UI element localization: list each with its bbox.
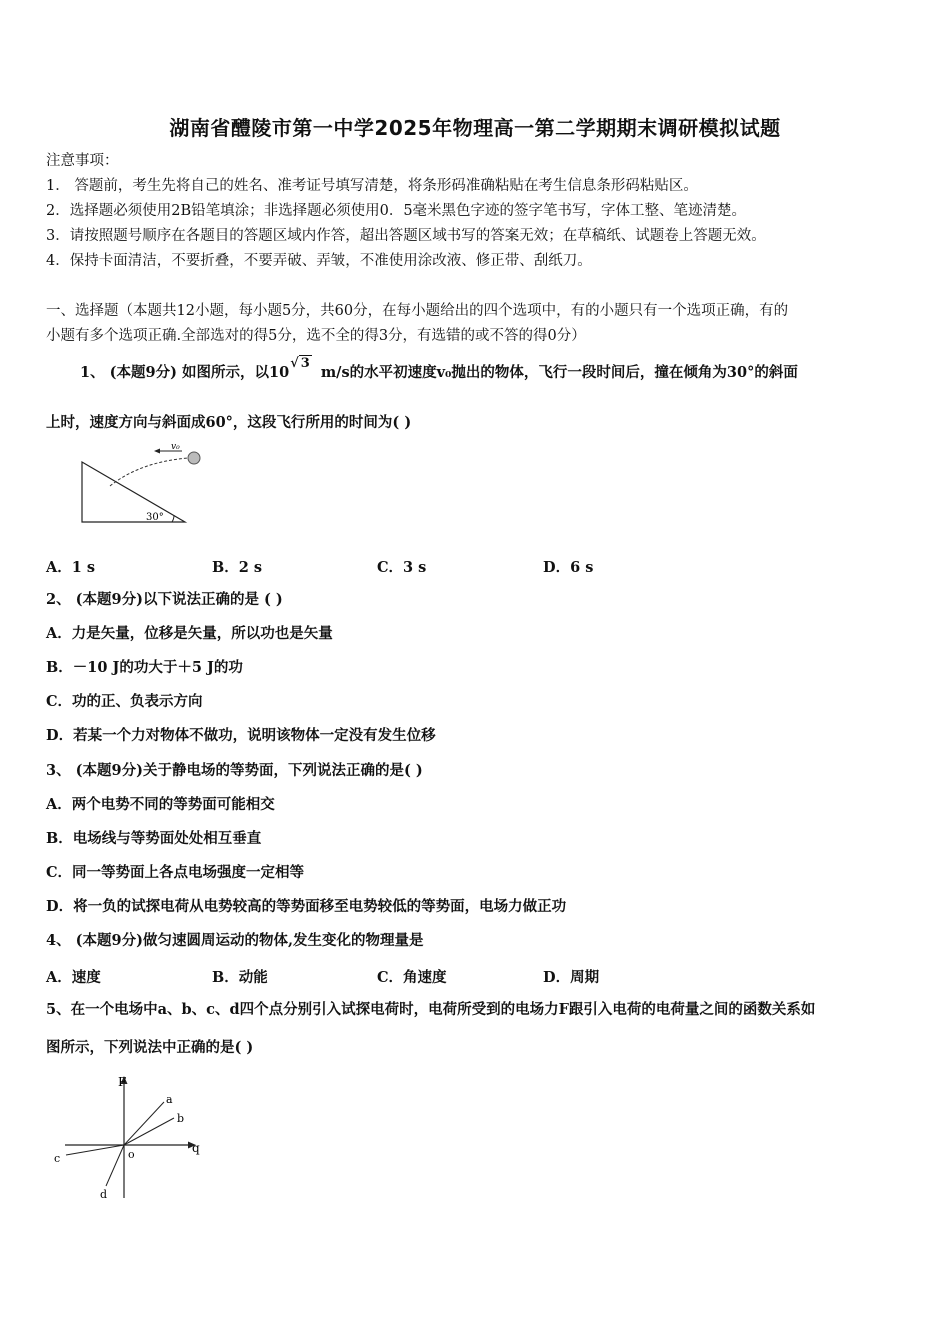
x-axis-label: q <box>192 1141 200 1155</box>
q5-stem-line-2: 图所示，下列说法中正确的是( ) <box>46 1039 254 1056</box>
q3-option-a[interactable]: A．两个电势不同的等势面可能相交 <box>46 796 275 813</box>
q3-stem: 3、 (本题9分)关于静电场的等势面，下列说法正确的是( ) <box>46 762 423 779</box>
notice-heading: 注意事项： <box>46 153 119 169</box>
notice-item-1: 1． 答题前，考生先将自己的姓名、准考证号填写清楚，将条形码准确粘贴在考生信息条形码粘贴区。 <box>46 178 698 194</box>
q2-option-b[interactable]: B．－10 J的功大于＋5 J的功 <box>46 659 243 676</box>
q4-option-d[interactable]: D．周期 <box>543 969 600 986</box>
incline-figure <box>70 440 220 532</box>
q2-option-a[interactable]: A．力是矢量，位移是矢量，所以功也是矢量 <box>46 625 333 642</box>
line-c-label: c <box>54 1152 61 1165</box>
q2-stem: 2、 (本题9分)以下说法正确的是 ( ) <box>46 591 283 608</box>
q3-option-c[interactable]: C．同一等势面上各点电场强度一定相等 <box>46 864 305 881</box>
y-axis-label: F <box>118 1075 127 1089</box>
ball <box>188 452 200 464</box>
q3-option-d[interactable]: D．将一负的试探电荷从电势较高的等势面移至电势较低的等势面，电场力做正功 <box>46 898 567 915</box>
line-a <box>124 1102 164 1145</box>
q1-option-c[interactable]: C．3 s <box>377 559 427 576</box>
angle-arc <box>172 515 174 522</box>
sqrt-symbol: √ 3 <box>290 356 310 371</box>
q1-option-d[interactable]: D．6 s <box>543 559 594 576</box>
notice-item-3: 3．请按照题号顺序在各题目的答题区域内作答，超出答题区域书写的答案无效；在草稿纸、试题卷上答题无效。 <box>46 228 766 244</box>
q1-stem-line-2: 上时，速度方向与斜面成60°，这段飞行所用的时间为( ) <box>46 414 412 431</box>
q4-stem: 4、 (本题9分)做匀速圆周运动的物体,发生变化的物理量是 <box>46 932 424 949</box>
field-graph-figure <box>50 1070 210 1205</box>
trajectory-path <box>110 458 188 486</box>
q1-suffix: m/s的水平初速度v₀抛出的物体，飞行一段时间后，撞在倾角为30°的斜面 <box>315 364 798 381</box>
line-d <box>106 1145 124 1186</box>
q2-option-c[interactable]: C．功的正、负表示方向 <box>46 693 203 710</box>
page-title: 湖南省醴陵市第一中学2025年物理高一第二学期期末调研模拟试题 <box>169 116 781 140</box>
line-a-label: a <box>166 1093 173 1106</box>
line-c <box>66 1145 124 1155</box>
line-b-label: b <box>177 1112 185 1125</box>
section-heading-line-2: 小题有多个选项正确.全部选对的得5分，选不全的得3分，有选错的或不答的得0分） <box>46 328 586 344</box>
q1-option-a[interactable]: A．1 s <box>46 559 96 576</box>
notice-item-2: 2．选择题必须使用2B铅笔填涂；非选择题必须使用0．5毫米黑色字迹的签字笔书写，字体工整、笔迹清楚。 <box>46 203 747 219</box>
q1-option-b[interactable]: B．2 s <box>212 559 263 576</box>
origin-label: o <box>128 1148 135 1161</box>
line-b <box>124 1118 174 1145</box>
q3-option-b[interactable]: B．电场线与等势面处处相互垂直 <box>46 830 262 847</box>
notice-item-4: 4．保持卡面清洁，不要折叠，不要弄破、弄皱，不准使用涂改液、修正带、刮纸刀。 <box>46 253 592 269</box>
velocity-arrow-head <box>154 449 160 454</box>
q4-option-c[interactable]: C．角速度 <box>377 969 447 986</box>
section-heading-line-1: 一、选择题（本题共12小题，每小题5分，共60分，在每小题给出的四个选项中，有的小题只有一个选项正确，有的 <box>46 303 789 319</box>
q1-stem-line-1 <box>80 356 798 384</box>
q2-option-d[interactable]: D．若某一个力对物体不做功，说明该物体一定没有发生位移 <box>46 727 436 744</box>
sqrt-radicand: 3 <box>300 356 310 371</box>
q4-option-b[interactable]: B．动能 <box>212 969 268 986</box>
q4-option-a[interactable]: A．速度 <box>46 969 101 986</box>
line-d-label: d <box>100 1188 108 1201</box>
q5-stem-line-1: 5、在一个电场中a、b、c、d四个点分别引入试探电荷时，电荷所受到的电场力F跟引入电荷的电荷量之间的函数关系如 <box>46 1001 816 1018</box>
q1-prefix: 1、 (本题9分) 如图所示，以10 <box>80 364 290 381</box>
angle-label: 30° <box>146 512 164 523</box>
velocity-label: v₀ <box>171 442 180 452</box>
